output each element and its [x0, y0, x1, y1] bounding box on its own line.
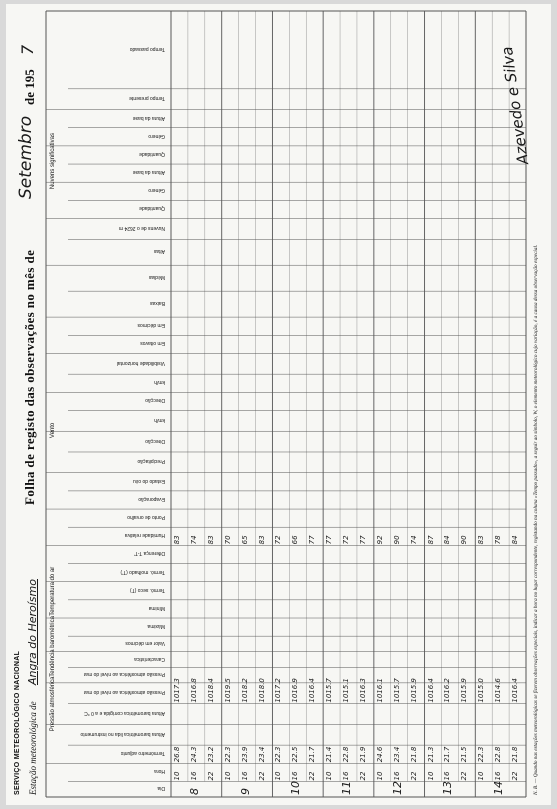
- hour-cell: 10: [223, 771, 232, 781]
- footer-note: N. B. — Quando nas estações meteorológicas se fizerem observações especiais, indicar a hora no lugar correspondente, registando na coluna «Tempo passado», a seguir ao símbolo, W, o elemento meteorológico cujo variação, é a causa dessa observação especial.: [533, 244, 539, 795]
- thermometer-cell: 21.5: [460, 746, 469, 763]
- column-header-em-oitavos: Em oitavos: [140, 340, 165, 347]
- column-header-altura-base-nb: Nuvens de o 2624 m: [118, 224, 165, 231]
- column-header-direccao: Direcção: [145, 437, 165, 444]
- pressure-cell: 1016.9: [291, 678, 300, 703]
- column-header-evaporacao: Evaporação: [138, 495, 165, 502]
- hour-cell: 16: [443, 771, 452, 781]
- humidity-cell: 78: [494, 535, 503, 545]
- group-header-nuvens-sig: Nuvens significativas: [50, 133, 56, 190]
- hour-cell: 22: [358, 771, 367, 781]
- group-header-temperatura: Temperatura do ar: [50, 566, 56, 616]
- column-header-pressao-mar: Pressão atmosférica ao nível do mar: [83, 671, 165, 678]
- signature: Azevedo e Silva: [497, 45, 533, 166]
- column-header-humidade: Humidade relativa: [124, 532, 165, 539]
- column-header-medias: Médias: [148, 274, 165, 281]
- group-header-vento: Vento: [50, 422, 56, 439]
- humidity-cell: 83: [206, 535, 215, 545]
- humidity-cell: 74: [409, 535, 418, 545]
- thermometer-cell: 22.3: [274, 746, 283, 763]
- column-header-hora: Hora: [154, 768, 165, 775]
- group-header-tendencia: Tendência barométrica: [50, 616, 56, 677]
- humidity-cell: 77: [308, 535, 317, 545]
- year-suffix: 7: [18, 44, 37, 55]
- column-header-visibilidade: Visibilidade horizontal: [116, 359, 165, 366]
- pressure-cell: 1015.0: [477, 678, 486, 703]
- hour-cell: 16: [240, 771, 249, 781]
- service-title: SERVIÇO METEOROLÓGICO NACIONAL: [14, 650, 21, 795]
- column-header-dia: Dia: [157, 785, 165, 792]
- pressure-cell: 1016.4: [511, 678, 520, 703]
- column-header-direccao: Direcção: [145, 397, 165, 404]
- thermometer-cell: 24.6: [375, 746, 384, 763]
- column-header-altura-base: Altura da base: [132, 114, 165, 121]
- hour-cell: 22: [206, 771, 215, 781]
- humidity-cell: 90: [460, 535, 469, 545]
- hour-cell: 22: [308, 771, 317, 781]
- year-prefix: de 195: [22, 69, 37, 105]
- humidity-cell: 74: [189, 535, 198, 545]
- hour-cell: 10: [173, 771, 181, 781]
- humidity-cell: 70: [223, 535, 232, 545]
- column-header-altas: Altas: [153, 248, 165, 255]
- humidity-cell: 84: [511, 535, 520, 545]
- pressure-cell: 1017.3: [173, 678, 181, 703]
- column-header-caracteristica: Característica: [134, 655, 165, 662]
- column-header-estado-ceu: Estado do céu: [133, 477, 165, 484]
- column-header-termometro: Termómetro adjunto: [120, 750, 165, 757]
- pressure-cell: 1015.7: [392, 678, 401, 703]
- thermometer-cell: 21.9: [358, 746, 367, 763]
- hour-cell: 10: [426, 771, 435, 781]
- thermometer-cell: 23.4: [392, 746, 401, 763]
- day-number: 11: [340, 781, 354, 795]
- column-header-maxima: Máxima: [147, 623, 165, 630]
- pressure-cell: 1016.2: [443, 678, 452, 703]
- hour-cell: 22: [460, 771, 469, 781]
- pressure-cell: 1015.7: [325, 678, 334, 703]
- thermometer-cell: 22.8: [494, 746, 503, 763]
- hour-cell: 16: [189, 771, 198, 781]
- hour-cell: 10: [274, 771, 283, 781]
- pressure-cell: 1016.4: [426, 678, 435, 703]
- thermometer-cell: 24.3: [189, 746, 198, 763]
- column-header-quantidade: Quantidade: [139, 205, 165, 212]
- column-header-precipitacao: Precipitação: [137, 458, 165, 465]
- hour-cell: 10: [375, 771, 384, 781]
- pressure-cell: 1016.1: [375, 678, 384, 703]
- hour-cell: 10: [477, 771, 486, 781]
- thermometer-cell: 22.5: [291, 746, 300, 763]
- day-number: 8: [187, 788, 201, 795]
- thermometer-cell: 23.2: [206, 746, 215, 763]
- column-header-ponto-orvalho: Ponto de orvalho: [127, 514, 165, 521]
- column-header-baixas: Baixas: [149, 300, 165, 307]
- pressure-cell: 1018.2: [240, 678, 249, 703]
- day-number: 14: [492, 781, 506, 795]
- group-header-pressao: Pressão atmosférica: [50, 676, 56, 732]
- humidity-cell: 77: [325, 535, 334, 545]
- thermometer-cell: 21.4: [325, 746, 334, 763]
- column-header-altura-bar: Altura barométrica lida no instrumento: [80, 730, 165, 737]
- thermometer-cell: 26.8: [173, 746, 181, 763]
- column-header-termo-seco: Termó. seco (T): [129, 586, 165, 593]
- thermometer-cell: 21.3: [426, 746, 435, 763]
- column-header-termo-molhado: Termó. molhado (T'): [120, 568, 165, 575]
- day-number: 12: [390, 781, 404, 795]
- humidity-cell: 83: [477, 535, 486, 545]
- month-name: Setembro: [16, 115, 36, 199]
- humidity-cell: 84: [443, 535, 452, 545]
- thermometer-cell: 23.4: [257, 746, 266, 763]
- pressure-cell: 1018.0: [257, 678, 266, 703]
- pressure-cell: 1015.9: [409, 678, 418, 703]
- column-header-altura-base: Altura da base: [132, 169, 165, 176]
- thermometer-cell: 22.8: [342, 746, 351, 763]
- column-header-diferenca: Diferença T-T': [133, 550, 165, 557]
- pressure-cell: 1016.3: [358, 678, 367, 703]
- column-header-km-h: km/h: [154, 416, 165, 423]
- column-header-quantidade: Quantidade: [139, 150, 165, 157]
- humidity-cell: 66: [291, 535, 300, 545]
- hour-cell: 16: [392, 771, 401, 781]
- hour-cell: 22: [257, 771, 266, 781]
- humidity-cell: 87: [426, 535, 435, 545]
- pressure-cell: 1015.9: [460, 678, 469, 703]
- humidity-cell: 72: [274, 535, 283, 545]
- thermometer-cell: 21.7: [443, 746, 452, 763]
- hour-cell: 22: [409, 771, 418, 781]
- thermometer-cell: 21.8: [409, 746, 418, 763]
- humidity-cell: 72: [342, 535, 351, 545]
- column-header-tempo-passado: Tempo passado: [129, 45, 165, 52]
- hour-cell: 16: [494, 771, 503, 781]
- thermometer-cell: 23.9: [240, 746, 249, 763]
- pressure-cell: 1014.6: [494, 678, 503, 703]
- thermometer-cell: 21.7: [308, 746, 317, 763]
- humidity-cell: 65: [240, 535, 249, 545]
- hour-cell: 10: [325, 771, 334, 781]
- thermometer-cell: 22.3: [477, 746, 486, 763]
- column-header-tempo-presente: Tempo presente: [129, 95, 165, 102]
- humidity-cell: 90: [392, 535, 401, 545]
- humidity-cell: 92: [375, 535, 384, 545]
- column-header-minima: Mínima: [148, 604, 165, 611]
- hour-cell: 22: [511, 771, 520, 781]
- pressure-cell: 1016.4: [308, 678, 317, 703]
- humidity-cell: 77: [358, 535, 367, 545]
- column-header-valor-decimos: Valor em décimos: [125, 639, 165, 646]
- sheet-title: Folha de registo das observações no mês de: [22, 249, 37, 505]
- pressure-cell: 1017.2: [274, 678, 283, 703]
- hour-cell: 16: [291, 771, 300, 781]
- day-number: 9: [238, 788, 252, 795]
- column-header-altura-corr: Altura barométrica corrigida e a 0 °C: [84, 710, 165, 716]
- pressure-cell: 1019.5: [223, 678, 232, 703]
- pressure-cell: 1018.4: [206, 678, 215, 703]
- hour-cell: 16: [342, 771, 351, 781]
- station-prefix: Estação meteorológica de: [28, 701, 38, 795]
- column-header-km-h: km/h: [154, 379, 165, 386]
- column-header-genero: Género: [148, 132, 165, 139]
- register-sheet: [6, 4, 551, 805]
- day-number: 13: [441, 781, 455, 795]
- pressure-cell: 1015.1: [342, 678, 351, 703]
- column-header-pressao-mar: Pressão atmosférica ao nível do mar: [83, 689, 165, 696]
- column-header-genero: Género: [148, 187, 165, 194]
- day-number: 10: [289, 781, 303, 795]
- thermometer-cell: 21.8: [511, 746, 520, 763]
- station-name: Angra do Heroísmo: [26, 579, 39, 685]
- humidity-cell: 83: [173, 535, 181, 545]
- humidity-cell: 83: [257, 535, 266, 545]
- rotated-page: [6, 4, 551, 805]
- column-header-em-decimos: Em décimos: [137, 322, 165, 329]
- pressure-cell: 1016.8: [189, 678, 198, 703]
- thermometer-cell: 22.3: [223, 746, 232, 763]
